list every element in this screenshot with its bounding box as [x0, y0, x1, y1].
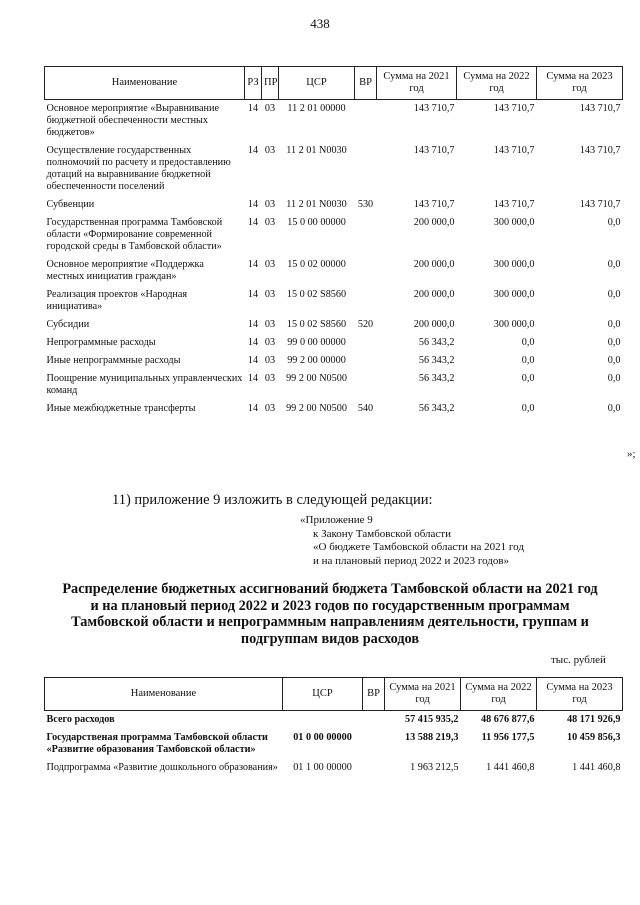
- cell-sum-2023: 143 710,7: [579, 145, 621, 156]
- table2-header-row: [45, 678, 623, 711]
- cell-sum-2023: 10 459 856,3: [567, 732, 621, 743]
- cell-sum-2022: 300 000,0: [493, 259, 535, 270]
- page-number: 438: [310, 16, 330, 31]
- cell-pr: 03: [264, 103, 276, 114]
- cell-name: Поощрение муниципальных управленческих команд: [46, 373, 243, 396]
- cell-sum-2022: 143 710,7: [493, 145, 535, 156]
- cell-sum-2023: 0,0: [607, 373, 621, 384]
- table-row: [45, 142, 623, 196]
- table2-header-2023: Сумма на 2023 год: [537, 678, 623, 711]
- cell-sum-2023: 143 710,7: [579, 103, 621, 114]
- cell-sum-2023: 0,0: [607, 355, 621, 366]
- cell-sum-2022: 300 000,0: [493, 289, 535, 300]
- cell-name: Основное мероприятие «Выравнивание бюджетной обеспеченности местных бюджетов»: [46, 103, 219, 138]
- table-row: [45, 316, 623, 334]
- cell-sum-2021: 143 710,7: [413, 103, 455, 114]
- cell-pr: 03: [264, 199, 276, 210]
- cell-sum-2023: 0,0: [607, 289, 621, 300]
- appendix-line: и на плановый период 2022 и 2023 годов»: [313, 554, 510, 567]
- cell-sum-2021: 200 000,0: [413, 289, 455, 300]
- cell-csr: 11 2 01 00000: [287, 103, 346, 114]
- cell-csr: 15 0 02 S8560: [286, 289, 347, 300]
- cell-csr: 99 2 00 00000: [287, 355, 346, 366]
- table1-header-csr: ЦСР: [279, 67, 355, 100]
- cell-name: Иные непрограммные расходы: [46, 355, 181, 366]
- cell-rz: 14: [247, 199, 259, 210]
- cell-pr: 03: [264, 145, 276, 156]
- table-row: [45, 759, 623, 777]
- cell-csr: 01 1 00 00000: [293, 762, 352, 773]
- cell-rz: 14: [247, 103, 259, 114]
- appendix-line: «Приложение 9: [300, 514, 373, 526]
- cell-vr: [355, 214, 377, 256]
- cell-sum-2023: 143 710,7: [579, 199, 621, 210]
- cell-sum-2022: 11 956 177,5: [481, 732, 535, 743]
- cell-sum-2023: 0,0: [607, 337, 621, 348]
- cell-sum-2023: 1 441 460,8: [572, 762, 621, 773]
- table-row: [45, 214, 623, 256]
- cell-name: Субсидии: [46, 319, 90, 330]
- table1-header-rz: РЗ: [245, 67, 262, 100]
- cell-rz: 14: [247, 319, 259, 330]
- cell-vr: [355, 256, 377, 286]
- cell-csr: 15 0 02 S8560: [286, 319, 347, 330]
- table2-header-csr: ЦСР: [283, 678, 363, 711]
- appendix-line: «О бюджете Тамбовской области на 2021 год: [313, 541, 524, 553]
- cell-sum-2021: 56 343,2: [418, 373, 455, 384]
- cell-pr: 03: [264, 403, 276, 414]
- table1-header-name: Наименование: [45, 67, 245, 100]
- cell-sum-2022: 300 000,0: [493, 319, 535, 330]
- cell-sum-2023: 0,0: [607, 319, 621, 330]
- cell-sum-2022: 300 000,0: [493, 217, 535, 228]
- cell-rz: 14: [247, 403, 259, 414]
- cell-vr: 530: [357, 199, 374, 210]
- cell-csr: 99 2 00 N0500: [286, 373, 347, 384]
- cell-csr: 15 0 02 00000: [287, 259, 346, 270]
- cell-rz: 14: [247, 259, 259, 270]
- amendment-instruction: 11) приложение 9 изложить в следующей редакции:: [112, 492, 433, 508]
- cell-sum-2022: 0,0: [521, 403, 535, 414]
- table1-header-row: [45, 67, 623, 100]
- cell-csr: 99 2 00 N0500: [286, 403, 347, 414]
- table1-closing-mark: »;: [627, 448, 636, 460]
- cell-name: Осуществление государственных полномочий по расчету и предоставлению дотаций на выравнивание бюджетной обеспеченности поселений: [46, 145, 231, 192]
- cell-sum-2021: 200 000,0: [413, 259, 455, 270]
- cell-name: Непрограммные расходы: [46, 337, 156, 348]
- cell-csr: 01 0 00 00000: [293, 732, 352, 743]
- cell-sum-2023: 48 171 926,9: [567, 714, 621, 725]
- cell-csr: 15 0 00 00000: [287, 217, 346, 228]
- table-row: [45, 196, 623, 214]
- cell-sum-2021: 143 710,7: [413, 199, 455, 210]
- budget-table-1: [44, 66, 623, 418]
- table2-header-2022: Сумма на 2022 год: [461, 678, 537, 711]
- cell-vr: [363, 729, 385, 759]
- cell-name: Субвенции: [46, 199, 95, 210]
- cell-csr: 99 0 00 00000: [287, 337, 346, 348]
- cell-pr: 03: [264, 373, 276, 384]
- table2-header-vr: ВР: [363, 678, 385, 711]
- table1-header-2023: Сумма на 2023 год: [537, 67, 623, 100]
- cell-sum-2021: 143 710,7: [413, 145, 455, 156]
- table-row: [45, 370, 623, 400]
- cell-vr: [355, 352, 377, 370]
- table2-header-name: Наименование: [45, 678, 283, 711]
- cell-sum-2023: 0,0: [607, 403, 621, 414]
- cell-sum-2022: 48 676 877,6: [481, 714, 535, 725]
- cell-rz: 14: [247, 289, 259, 300]
- cell-csr: 11 2 01 N0030: [286, 145, 347, 156]
- budget-table-2: [44, 677, 623, 777]
- cell-name: Государственная программа Тамбовской области «Формирование современной городской среды в Тамбовской области»: [46, 217, 223, 252]
- cell-sum-2023: 0,0: [607, 217, 621, 228]
- table2-header-2021: Сумма на 2021 год: [385, 678, 461, 711]
- cell-vr: [355, 100, 377, 143]
- table1-header-vr: ВР: [355, 67, 377, 100]
- cell-sum-2021: 200 000,0: [413, 319, 455, 330]
- cell-sum-2021: 200 000,0: [413, 217, 455, 228]
- cell-sum-2021: 56 343,2: [418, 355, 455, 366]
- cell-name: Основное мероприятие «Поддержка местных инициатив граждан»: [46, 259, 204, 282]
- cell-vr: [355, 286, 377, 316]
- table-row: [45, 100, 623, 143]
- cell-sum-2021: 57 415 935,2: [405, 714, 459, 725]
- cell-sum-2022: 143 710,7: [493, 199, 535, 210]
- cell-csr: 11 2 01 N0030: [286, 199, 347, 210]
- cell-sum-2022: 143 710,7: [493, 103, 535, 114]
- cell-pr: 03: [264, 289, 276, 300]
- table-row: [45, 711, 623, 730]
- table-row: [45, 400, 623, 418]
- cell-sum-2021: 1 963 212,5: [410, 762, 459, 773]
- cell-pr: 03: [264, 337, 276, 348]
- cell-sum-2022: 1 441 460,8: [486, 762, 535, 773]
- document-title: Распределение бюджетных ассигнований бюджета Тамбовской области на 2021 год и на плановый период 2022 и 2023 годов по государственным программам Тамбовской области и непрограммным направлениям деятельности, группам и подгруппам видов расходов: [62, 581, 598, 647]
- table1-header-2022: Сумма на 2022 год: [457, 67, 537, 100]
- cell-rz: 14: [247, 217, 259, 228]
- cell-name: Всего расходов: [46, 714, 115, 725]
- cell-name: Иные межбюджетные трансферты: [46, 403, 196, 414]
- cell-name: Подпрограмма «Развитие дошкольного образования»: [46, 762, 278, 773]
- cell-vr: [355, 334, 377, 352]
- table-row: [45, 352, 623, 370]
- cell-sum-2023: 0,0: [607, 259, 621, 270]
- cell-sum-2022: 0,0: [521, 373, 535, 384]
- table-row: [45, 334, 623, 352]
- cell-name: Реализация проектов «Народная инициатива»: [46, 289, 188, 312]
- cell-pr: 03: [264, 217, 276, 228]
- cell-vr: [355, 370, 377, 400]
- cell-vr: [363, 759, 385, 777]
- cell-sum-2022: 0,0: [521, 337, 535, 348]
- cell-vr: 520: [357, 319, 374, 330]
- cell-sum-2022: 0,0: [521, 355, 535, 366]
- cell-pr: 03: [264, 259, 276, 270]
- cell-rz: 14: [247, 355, 259, 366]
- appendix-line: к Закону Тамбовской области: [313, 527, 451, 540]
- cell-name: Государственая программа Тамбовской области «Развитие образования Тамбовской области»: [46, 732, 268, 755]
- cell-vr: [363, 711, 385, 730]
- cell-rz: 14: [247, 337, 259, 348]
- table-row: [45, 256, 623, 286]
- cell-pr: 03: [264, 319, 276, 330]
- cell-rz: 14: [247, 373, 259, 384]
- cell-vr: 540: [357, 403, 374, 414]
- table-row: [45, 729, 623, 759]
- cell-sum-2021: 56 343,2: [418, 337, 455, 348]
- table1-header-pr: ПР: [262, 67, 279, 100]
- cell-sum-2021: 56 343,2: [418, 403, 455, 414]
- cell-csr: [283, 711, 363, 730]
- table-row: [45, 286, 623, 316]
- cell-pr: 03: [264, 355, 276, 366]
- cell-rz: 14: [247, 145, 259, 156]
- cell-sum-2021: 13 588 219,3: [405, 732, 459, 743]
- units-label: тыс. рублей: [551, 654, 606, 666]
- cell-vr: [355, 142, 377, 196]
- table1-header-2021: Сумма на 2021 год: [377, 67, 457, 100]
- appendix-reference: [300, 514, 524, 568]
